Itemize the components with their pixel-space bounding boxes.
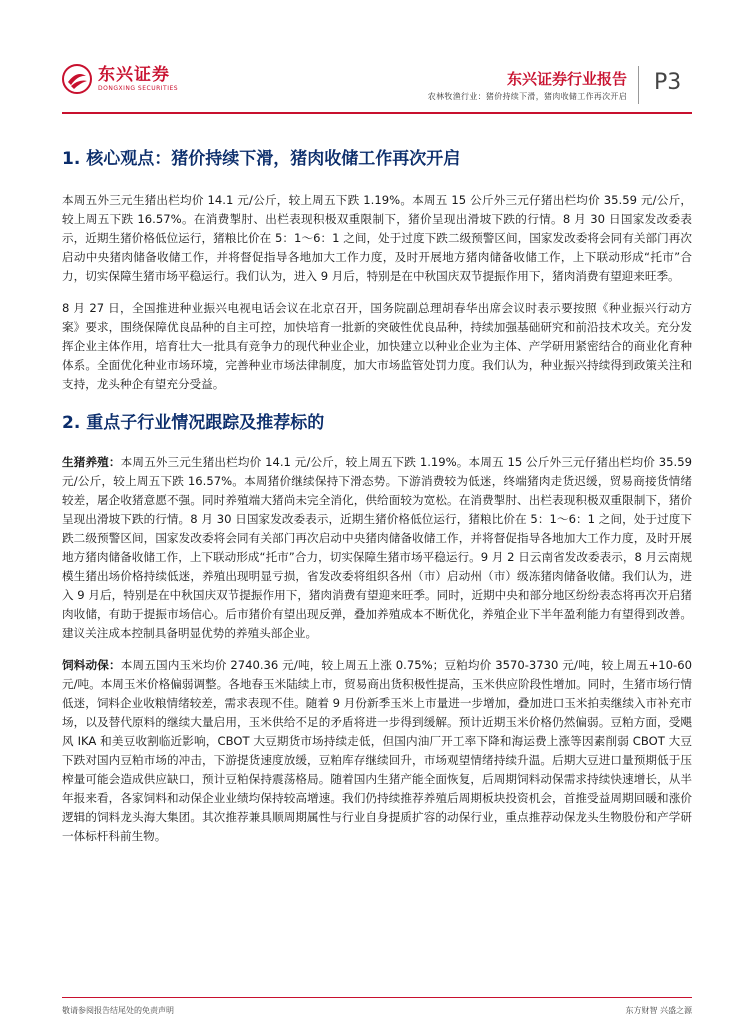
feed-vet-text: 本周五国内玉米均价 2740.36 元/吨，较上周五上涨 0.75%；豆粕均价 3570-3730 元/吨，较上周五+10-60 元/吨。本周玉米价格偏弱调整。各地春玉米陆续上市，贸易商出货积极性提高，玉米供应阶段性增加。同时，生猪市场行情低迷，饲料企业收粮情绪较差，需求表现不佳。随着 9 月份新季玉米上市量进一步增加，叠加进口玉米拍卖继续入市补充市场，以及替代原料的继续大量启用，玉米供给不足的矛盾将进一步得到缓解。预计近期玉米价格仍然偏弱。豆粕方面，受飓风 IKA 和美豆收割临近影响，CBOT 大豆期货市场持续走低，但国内油厂开工率下降和海运费上涨等因素削弱 CBOT 大豆下跌对国内豆粕市场的冲击，下游提货速度放缓，豆粕库存继续回升，市场观望情绪持续升温。后期大豆进口量预期低于压榨量可能会造成供应缺口，预计豆粕保持震荡格局。随着国内生猪产能全面恢复，后周期饲料动保需求持续快速增长，从半年报来看，各家饲料和动保企业业绩均保持较高增速。我们仍持续推荐养殖后周期板块投资机会，首推受益周期回暖和涨价逻辑的饲料龙头海大集团。其次推荐兼具顺周期属性与行业自身提质扩容的动保行业，重点推荐动保龙头生物股份和产学研一体标杆科前生物。 bbox=[62, 658, 692, 843]
logo-en-text: DONGXING SECURITIES bbox=[98, 85, 179, 92]
feed-vet-label: 饲料动保： bbox=[62, 658, 121, 672]
page-number: P3 bbox=[654, 70, 682, 95]
footer-rule bbox=[62, 997, 692, 998]
footer-slogan: 东方财智 兴盛之源 bbox=[625, 1006, 692, 1015]
page-header bbox=[0, 0, 755, 120]
company-logo bbox=[62, 64, 178, 94]
report-title: 东兴证券行业报告 bbox=[506, 70, 627, 88]
hog-farming-text: 本周五外三元生猪出栏均价 14.1 元/公斤，较上周五下跌 1.19%。本周五 15 公斤外三元仔猪出栏均价 35.59 元/公斤，较上周五下跌 16.57%。本周猪价继续保持下滑态势。下游消费较为低迷，终端猪肉走货迟缓，贸易商接货情绪较差，屠企收猪意愿不强。同时养殖端大猪尚未完全消化，供给面较为宽松。在消费掣肘、出栏表现积极双重限制下，猪价呈现出滑坡下跌的行情。8 月 30 日国家发改委表示，近期生猪价格低位运行，猪粮比价在 5：1～6：1 之间，处于过度下跌二级预警区间，国家发改委将会同有关部门再次启动中央猪肉储备收储工作，并将督促指导各地加大工作力度，及时开展地方猪肉储备收储工作，上下联动形成“托市”合力，切实保障生猪市场平稳运行。9 月 2 日云南省发改委表示，8 月云南规模生猪出场价格持续低迷，养殖出现明显亏损，省发改委将组织各州（市）启动州（市）级冻猪肉储备收储。我们认为，进入 9 月后，特别是在中秋国庆双节提振作用下，猪肉消费有望迎来旺季。同时，近期中央和部分地区纷纷表态将再次开启猪肉收储，有助于提振市场信心。后市猪价有望出现反弹，叠加养殖成本不断优化，养殖企业下半年盈利能力有望得到改善。建议关注成本控制具备明显优势的养殖头部企业。 bbox=[62, 455, 692, 640]
section-1-paragraph-2: 8 月 27 日，全国推进种业振兴电视电话会议在北京召开，国务院副总理胡春华出席会议时表示要按照《种业振兴行动方案》要求，围绕保障优良品种的自主可控，加快培育一批新的突破性优良品种，持续加强基础研究和前沿技术攻关。充分发挥企业主体作用，培育壮大一批具有竞争力的现代种业企业，加快建立以种业企业为主体、产学研用紧密结合的商业化育种体系。全面优化种业市场环境，完善种业市场法律制度，加大市场监管处罚力度。我们认为，种业振兴持续得到政策关注和支持，龙头种企有望充分受益。 bbox=[62, 301, 692, 391]
report-subtitle: 农林牧渔行业：猪价持续下滑，猪肉收储工作再次开启 bbox=[427, 92, 627, 101]
disclaimer-note: 敬请参阅报告结尾处的免责声明 bbox=[62, 1006, 174, 1015]
section-1-heading: 1. 核心观点：猪价持续下滑，猪肉收储工作再次开启 bbox=[62, 149, 461, 169]
hog-farming-paragraph bbox=[62, 453, 692, 643]
hog-farming-label: 生猪养殖： bbox=[62, 455, 121, 469]
section-1-paragraph-1: 本周五外三元生猪出栏均价 14.1 元/公斤，较上周五下跌 1.19%。本周五 15 公斤外三元仔猪出栏均价 35.59 元/公斤，较上周五下跌 16.57%。在消费掣肘、出栏表现积极双重限制下，猪价呈现出滑坡下跌的行情。8 月 30 日国家发改委表示，近期生猪价格低位运行，猪粮比价在 5：1～6：1 之间，处于过度下跌二级预警区间，国家发改委将会同有关部门再次启动中央猪肉储备收储工作，并将督促指导各地加大工作力度，及时开展地方猪肉储备收储工作，上下联动形成“托市”合力，切实保障生猪市场平稳运行。我们认为，进入 9 月后，特别是在中秋国庆双节提振作用下，猪肉消费有望迎来旺季。 bbox=[62, 193, 692, 283]
report-body bbox=[62, 140, 692, 859]
section-2-heading: 2. 重点子行业情况跟踪及推荐标的 bbox=[62, 413, 325, 433]
header-rule bbox=[62, 112, 692, 114]
logo-cn-text: 东兴证券 bbox=[98, 65, 170, 85]
header-divider bbox=[638, 66, 639, 104]
feed-vet-paragraph bbox=[62, 656, 692, 846]
logo-mark-icon bbox=[62, 64, 92, 94]
